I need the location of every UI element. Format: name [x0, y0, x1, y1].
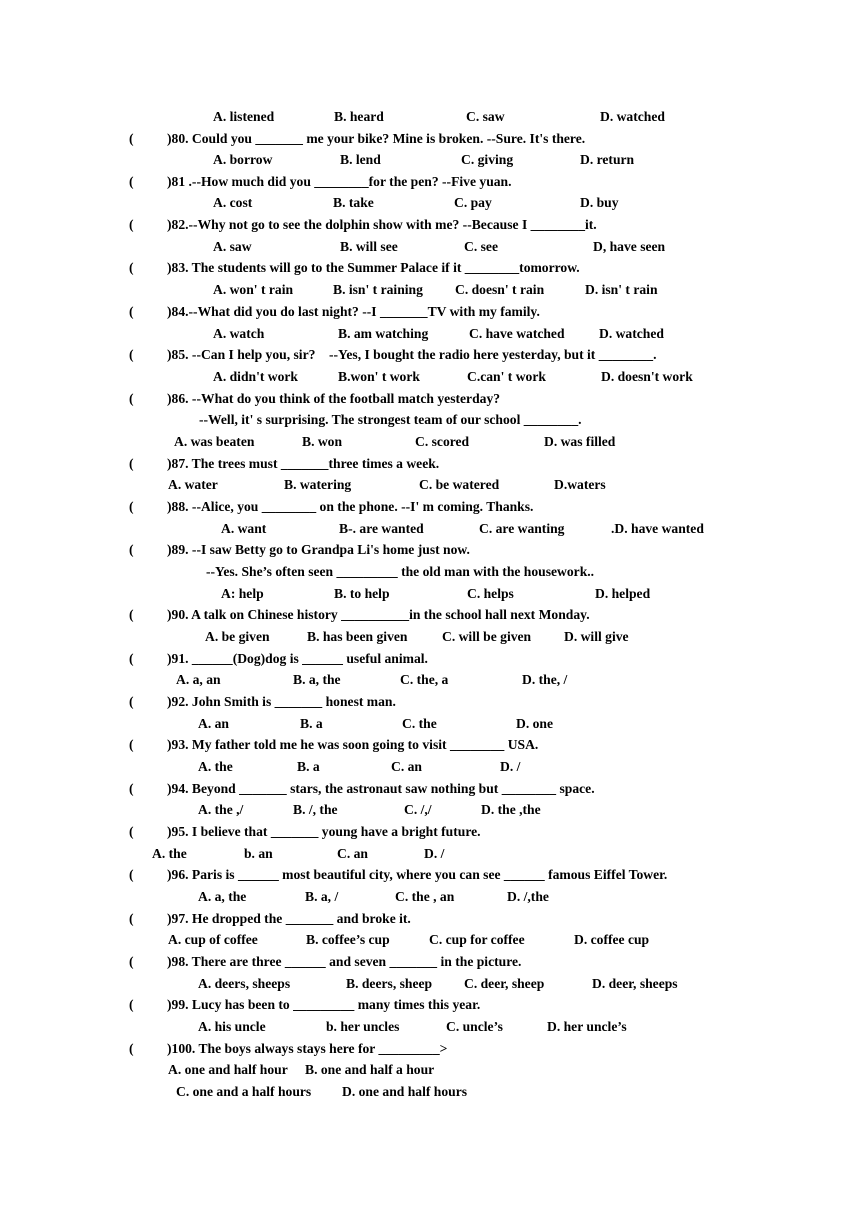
- answer-option: D. /,the: [507, 889, 549, 904]
- answer-option: B. one and half a hour: [305, 1062, 435, 1077]
- question-line: [0, 995, 860, 1015]
- answer-option: C.can' t work: [467, 369, 546, 384]
- answer-option: D.waters: [554, 477, 606, 492]
- answer-option: C. one and a half hours: [176, 1084, 312, 1099]
- options-line: [0, 1017, 860, 1037]
- answer-option: A. one and half hour: [168, 1062, 288, 1077]
- answer-bracket: (: [129, 911, 134, 926]
- answer-option: B. am watching: [338, 326, 429, 341]
- question-text: )86. --What do you think of the football match yesterday?: [167, 391, 501, 406]
- question-text: )98. There are three ______ and seven _______ in the picture.: [167, 954, 522, 969]
- answer-option: A. the: [198, 759, 233, 774]
- answer-option: C. /,/: [404, 802, 432, 817]
- options-line: [0, 150, 860, 170]
- question-line: [0, 540, 860, 560]
- answer-bracket: (: [129, 217, 134, 232]
- answer-option: D. was filled: [544, 434, 616, 449]
- question-line: [0, 735, 860, 755]
- options-line: [0, 519, 860, 539]
- question-line: [0, 649, 860, 669]
- answer-option: C. scored: [415, 434, 470, 449]
- answer-option: A. the: [152, 846, 187, 861]
- answer-option: B. to help: [334, 586, 390, 601]
- answer-option: C. uncle’s: [446, 1019, 503, 1034]
- answer-option: A. was beaten: [174, 434, 255, 449]
- question-line: [0, 258, 860, 278]
- answer-option: B. coffee’s cup: [306, 932, 390, 947]
- question-text: )89. --I saw Betty go to Grandpa Li's home just now.: [167, 542, 470, 557]
- answer-option: D. /: [424, 846, 445, 861]
- answer-bracket: (: [129, 997, 134, 1012]
- answer-option: A. won' t rain: [213, 282, 294, 297]
- options-line: [0, 844, 860, 864]
- answer-option: D. one: [516, 716, 554, 731]
- question-text: )84.--What did you do last night? --I _______TV with my family.: [167, 304, 540, 319]
- answer-option: B. will see: [340, 239, 398, 254]
- answer-option: C. have watched: [469, 326, 565, 341]
- question-text: )93. My father told me he was soon going to visit ________ USA.: [167, 737, 539, 752]
- answer-option: B. isn' t raining: [333, 282, 423, 297]
- answer-bracket: (: [129, 694, 134, 709]
- answer-option: C. an: [391, 759, 422, 774]
- question-text: )81 .--How much did you ________for the pen? --Five yuan.: [167, 174, 512, 189]
- options-line: [0, 1060, 860, 1080]
- answer-bracket: (: [129, 260, 134, 275]
- answer-option: C. be watered: [419, 477, 500, 492]
- answer-option: B. has been given: [307, 629, 408, 644]
- answer-option: B. a: [297, 759, 320, 774]
- answer-bracket: (: [129, 1041, 134, 1056]
- answer-option: A. cup of coffee: [168, 932, 258, 947]
- answer-bracket: (: [129, 304, 134, 319]
- answer-option: C. pay: [454, 195, 492, 210]
- options-line: [0, 627, 860, 647]
- question-text: )91. ______(Dog)dog is ______ useful animal.: [167, 651, 428, 666]
- answer-bracket: (: [129, 174, 134, 189]
- answer-option: D. the, /: [522, 672, 568, 687]
- answer-option: A. cost: [213, 195, 253, 210]
- question-line: [0, 1039, 860, 1059]
- answer-option: C. deer, sheep: [464, 976, 545, 991]
- question-text: )82.--Why not go to see the dolphin show with me? --Because I ________it.: [167, 217, 597, 232]
- answer-option: A. the ,/: [198, 802, 244, 817]
- answer-option: A. want: [221, 521, 267, 536]
- answer-bracket: (: [129, 824, 134, 839]
- question-text: )83. The students will go to the Summer Palace if it ________tomorrow.: [167, 260, 580, 275]
- options-line: [0, 432, 860, 452]
- options-line: [0, 107, 860, 127]
- answer-option: B. take: [333, 195, 374, 210]
- answer-option: A. watch: [213, 326, 265, 341]
- answer-option: C. giving: [461, 152, 514, 167]
- question-line: [0, 172, 860, 192]
- answer-bracket: (: [129, 499, 134, 514]
- question-line: [0, 692, 860, 712]
- question-line: [0, 215, 860, 235]
- question-line: [0, 605, 860, 625]
- answer-option: C. the, a: [400, 672, 449, 687]
- answer-option: C. see: [464, 239, 498, 254]
- answer-option: A. a, an: [176, 672, 221, 687]
- answer-option: D. watched: [600, 109, 665, 124]
- answer-bracket: (: [129, 456, 134, 471]
- answer-option: D. doesn't work: [601, 369, 693, 384]
- answer-option: D. helped: [595, 586, 651, 601]
- answer-option: A. didn't work: [213, 369, 298, 384]
- options-line: [0, 757, 860, 777]
- question-line: [0, 779, 860, 799]
- answer-option: B-. are wanted: [339, 521, 424, 536]
- answer-option: b. an: [244, 846, 273, 861]
- answer-option: A. a, the: [198, 889, 247, 904]
- question-text: )87. The trees must _______three times a week.: [167, 456, 440, 471]
- question-text: )80. Could you _______ me your bike? Mine is broken. --Sure. It's there.: [167, 131, 586, 146]
- question-text: )88. --Alice, you ________ on the phone. --I' m coming. Thanks.: [167, 499, 534, 514]
- question-line: [0, 302, 860, 322]
- answer-option: C. saw: [466, 109, 505, 124]
- answer-option: B. lend: [340, 152, 381, 167]
- answer-option: D. buy: [580, 195, 619, 210]
- answer-option: D. deer, sheeps: [592, 976, 678, 991]
- options-line: [0, 887, 860, 907]
- answer-option: B. watering: [284, 477, 352, 492]
- answer-option: D. one and half hours: [342, 1084, 468, 1099]
- question-line: [0, 952, 860, 972]
- question-text: )96. Paris is ______ most beautiful city, where you can see ______ famous Eiffel Tower.: [167, 867, 668, 882]
- answer-option: D. /: [500, 759, 521, 774]
- answer-option: C. are wanting: [479, 521, 565, 536]
- answer-option: A. deers, sheeps: [198, 976, 291, 991]
- question-text: )95. I believe that _______ young have a bright future.: [167, 824, 481, 839]
- answer-option: C. an: [337, 846, 368, 861]
- answer-option: A. water: [168, 477, 218, 492]
- options-line: [0, 930, 860, 950]
- answer-option: B. a: [300, 716, 323, 731]
- answer-option: D. isn' t rain: [585, 282, 658, 297]
- question-text: )94. Beyond _______ stars, the astronaut saw nothing but ________ space.: [167, 781, 595, 796]
- question-text: )90. A talk on Chinese history __________in the school hall next Monday.: [167, 607, 590, 622]
- answer-option: C. the: [402, 716, 437, 731]
- answer-option: B. heard: [334, 109, 384, 124]
- question-line: [0, 129, 860, 149]
- question-text: --Yes. She’s often seen _________ the old man with the housework..: [206, 564, 595, 579]
- question-line: [0, 345, 860, 365]
- answer-option: D. return: [580, 152, 635, 167]
- options-line: [0, 193, 860, 213]
- question-text: )85. --Can I help you, sir? --Yes, I bought the radio here yesterday, but it ________.: [167, 347, 657, 362]
- answer-bracket: (: [129, 781, 134, 796]
- answer-option: C. doesn' t rain: [455, 282, 545, 297]
- answer-option: C. helps: [467, 586, 514, 601]
- question-line: [0, 497, 860, 517]
- answer-option: A. saw: [213, 239, 252, 254]
- answer-option: A. his uncle: [198, 1019, 266, 1034]
- answer-bracket: (: [129, 607, 134, 622]
- answer-option: B. a, the: [293, 672, 341, 687]
- question-line: [0, 865, 860, 885]
- answer-option: b. her uncles: [326, 1019, 400, 1034]
- answer-option: D. the ,the: [481, 802, 541, 817]
- answer-option: .D. have wanted: [611, 521, 704, 536]
- answer-bracket: (: [129, 737, 134, 752]
- answer-bracket: (: [129, 391, 134, 406]
- options-line: [0, 367, 860, 387]
- options-line: [0, 280, 860, 300]
- answer-option: A. listened: [213, 109, 275, 124]
- answer-option: D. will give: [564, 629, 629, 644]
- answer-option: C. cup for coffee: [429, 932, 525, 947]
- answer-option: A. be given: [205, 629, 270, 644]
- question-text: )97. He dropped the _______ and broke it.: [167, 911, 411, 926]
- answer-option: B.won' t work: [338, 369, 420, 384]
- answer-bracket: (: [129, 131, 134, 146]
- answer-bracket: (: [129, 867, 134, 882]
- answer-bracket: (: [129, 347, 134, 362]
- answer-option: B. /, the: [293, 802, 338, 817]
- answer-bracket: (: [129, 954, 134, 969]
- answer-option: B. a, /: [305, 889, 339, 904]
- question-text: )99. Lucy has been to _________ many times this year.: [167, 997, 481, 1012]
- answer-option: B. won: [302, 434, 343, 449]
- options-line: [0, 475, 860, 495]
- answer-bracket: (: [129, 542, 134, 557]
- answer-option: D. watched: [599, 326, 664, 341]
- answer-bracket: (: [129, 651, 134, 666]
- question-line: [0, 822, 860, 842]
- answer-option: D. coffee cup: [574, 932, 650, 947]
- answer-option: A: help: [221, 586, 264, 601]
- options-line: [0, 800, 860, 820]
- options-line: [0, 237, 860, 257]
- options-line: [0, 1082, 860, 1102]
- answer-option: A. borrow: [213, 152, 273, 167]
- answer-option: A. an: [198, 716, 229, 731]
- options-line: [0, 974, 860, 994]
- answer-option: B. deers, sheep: [346, 976, 433, 991]
- options-line: [0, 584, 860, 604]
- options-line: [0, 324, 860, 344]
- question-continuation: [0, 562, 860, 582]
- question-line: [0, 909, 860, 929]
- options-line: [0, 670, 860, 690]
- question-continuation: [0, 410, 860, 430]
- question-line: [0, 454, 860, 474]
- answer-option: D, have seen: [593, 239, 666, 254]
- question-text: )92. John Smith is _______ honest man.: [167, 694, 396, 709]
- answer-option: C. the , an: [395, 889, 455, 904]
- options-line: [0, 714, 860, 734]
- question-line: [0, 389, 860, 409]
- answer-option: C. will be given: [442, 629, 532, 644]
- question-text: )100. The boys always stays here for _________>: [167, 1041, 448, 1056]
- answer-option: D. her uncle’s: [547, 1019, 627, 1034]
- question-text: --Well, it' s surprising. The strongest team of our school ________.: [199, 412, 582, 427]
